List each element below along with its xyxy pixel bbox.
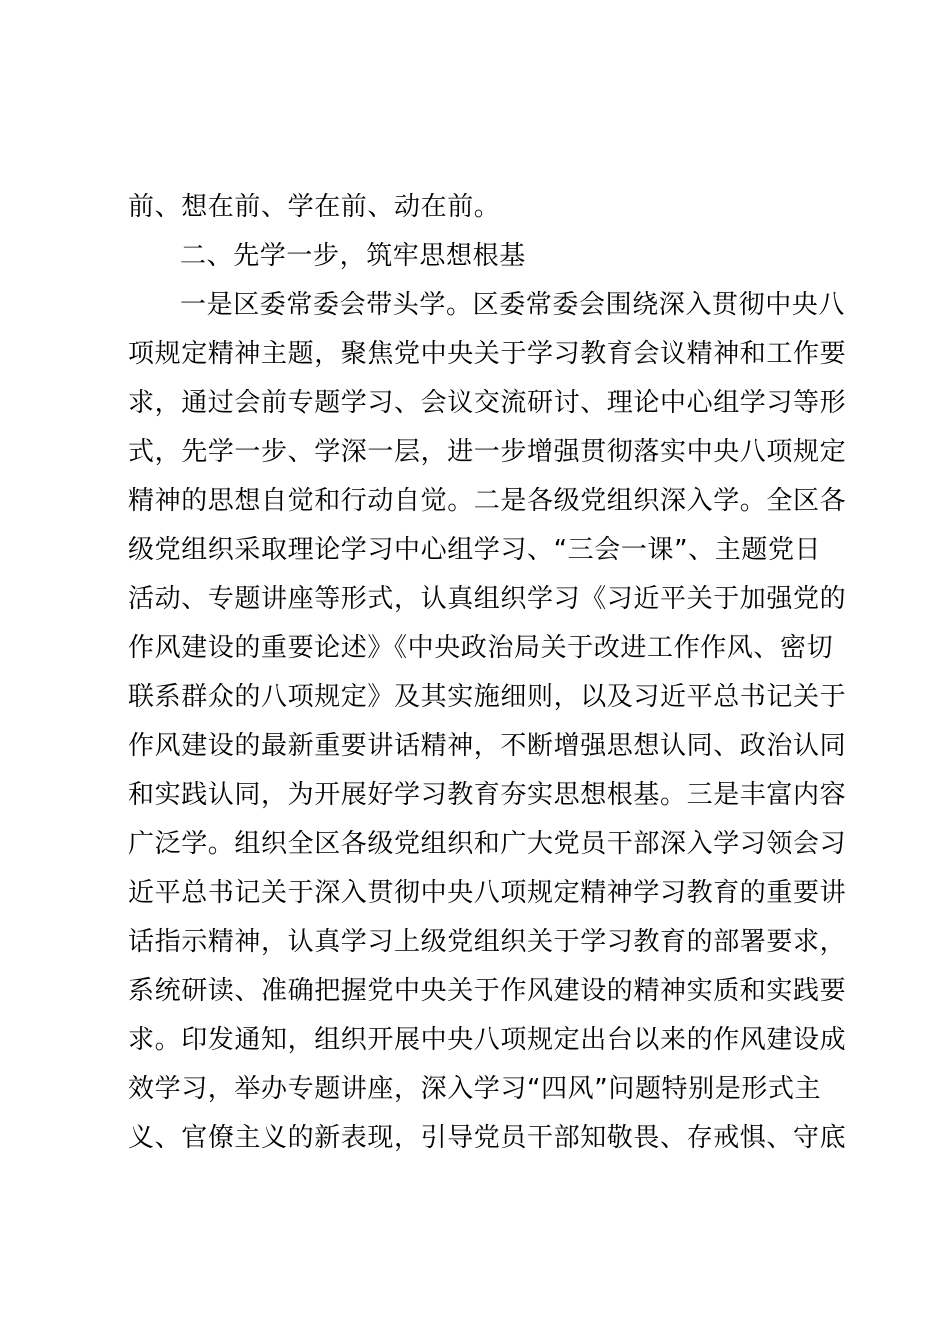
- paragraph-line: 联系群众的八项规定》及其实施细则，以及习近平总书记关于: [128, 682, 847, 712]
- paragraph-line: 效学习，举办专题讲座，深入学习“四风”问题特别是形式主: [128, 1074, 822, 1104]
- paragraph-line: 项规定精神主题，聚焦党中央关于学习教育会议精神和工作要: [128, 339, 847, 369]
- paragraph-line: 近平总书记关于深入贯彻中央八项规定精神学习教育的重要讲: [128, 878, 847, 908]
- paragraph-line: 一是区委常委会带头学。区委常委会围绕深入贯彻中央八: [180, 290, 846, 320]
- paragraph-line: 精神的思想自觉和行动自觉。二是各级党组织深入学。全区各: [128, 486, 847, 516]
- paragraph-line: 式，先学一步、学深一层，进一步增强贯彻落实中央八项规定: [128, 437, 847, 467]
- paragraph-line: 求。印发通知，组织开展中央八项规定出台以来的作风建设成: [128, 1025, 847, 1055]
- paragraph-line: 义、官僚主义的新表现，引导党员干部知敬畏、存戒惧、守底: [128, 1123, 847, 1153]
- paragraph-line: 作风建设的重要论述》《中央政治局关于改进工作作风、密切: [128, 633, 834, 663]
- section-heading: 二、先学一步，筑牢思想根基: [180, 241, 526, 271]
- paragraph-line: 级党组织采取理论学习中心组学习、“三会一课”、主题党日: [128, 535, 822, 565]
- paragraph-line: 系统研读、准确把握党中央关于作风建设的精神实质和实践要: [128, 976, 847, 1006]
- document-body: [128, 183, 847, 1163]
- paragraph-continuation-line: 前、想在前、学在前、动在前。: [128, 192, 501, 222]
- paragraph-line: 作风建设的最新重要讲话精神，不断增强思想认同、政治认同: [128, 731, 847, 761]
- paragraph-line: 话指示精神，认真学习上级党组织关于学习教育的部署要求，: [128, 927, 847, 957]
- paragraph-line: 活动、专题讲座等形式，认真组织学习《习近平关于加强党的: [128, 584, 847, 614]
- paragraph-line: 广泛学。组织全区各级党组织和广大党员干部深入学习领会习: [128, 829, 847, 859]
- paragraph-line: 求，通过会前专题学习、会议交流研讨、理论中心组学习等形: [128, 388, 847, 418]
- paragraph-line: 和实践认同，为开展好学习教育夯实思想根基。三是丰富内容: [128, 780, 847, 810]
